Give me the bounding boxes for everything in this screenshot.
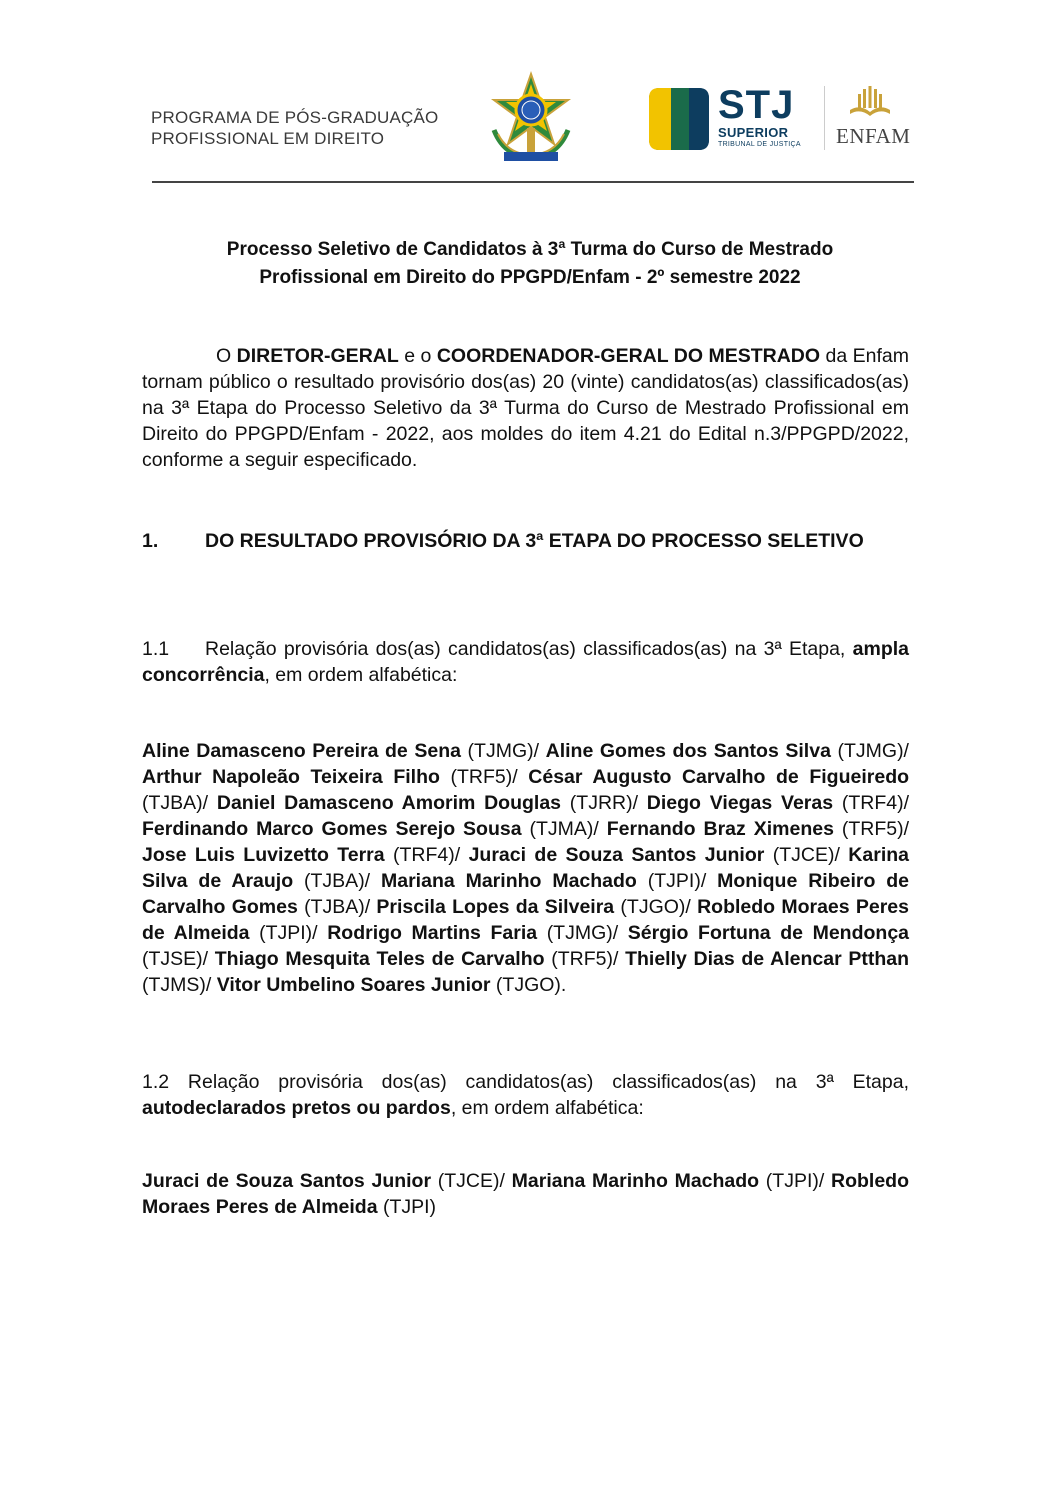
item-1-2-text-2: , em ordem alfabética:	[450, 1097, 644, 1119]
candidate-court: (TRF4)/	[833, 792, 909, 814]
stj-acronym: STJ	[718, 83, 795, 127]
candidate-name: Aline Gomes dos Santos Silva	[545, 740, 831, 762]
item-1-1-text-1: Relação provisória dos(as) candidatos(as) classificados(as) na 3ª Etapa,	[205, 638, 853, 660]
header-rule	[152, 181, 914, 183]
intro-coordenador: COORDENADOR-GERAL DO MESTRADO	[436, 345, 821, 367]
title-line-2: Profissional em Direito do PPGPD/Enfam - 2º semestre 2022	[259, 267, 801, 288]
item-1-1-number: 1.1	[142, 638, 170, 660]
title-line-1: Processo Seletivo de Candidatos à 3ª Turma do Curso de Mestrado	[226, 239, 834, 260]
candidate-name: César Augusto Carvalho de Figueiredo	[528, 766, 910, 788]
stj-logo-icon	[649, 88, 709, 150]
candidate-court: (TRF5)/	[439, 766, 529, 788]
candidate-court: (TJBA)/	[293, 870, 381, 892]
candidate-name: Jose Luis Luvizetto Terra	[142, 844, 385, 866]
program-line-2: PROFISSIONAL EM DIREITO	[151, 129, 385, 148]
candidate-court: (TJGO).	[490, 974, 567, 996]
candidate-court: (TJPI)	[377, 1196, 437, 1218]
candidates-list-ppp	[142, 1168, 909, 1220]
candidate-court: (TJCE)/	[764, 844, 849, 866]
candidate-name: Juraci de Souza Santos Junior	[468, 844, 765, 866]
candidate-name: Priscila Lopes da Silveira	[376, 896, 615, 918]
candidate-court: (TJMG)/	[460, 740, 546, 762]
candidate-name: Vitor Umbelino Soares Junior	[216, 974, 491, 996]
intro-text-2: e o	[398, 345, 437, 367]
candidate-court: (TJGO)/	[614, 896, 698, 918]
candidate-court: (TJCE)/	[431, 1170, 512, 1192]
item-1-2-text-1: 1.2 Relação provisória dos(as) candidatos(as) classificados(as) na 3ª Etapa,	[142, 1071, 909, 1093]
candidate-court: (TRF4)/	[384, 844, 469, 866]
candidate-name: Monique Ribeiro de Carvalho Gomes	[142, 870, 910, 918]
enfam-book-icon	[848, 84, 892, 118]
candidate-court: (TJMG)/	[830, 740, 909, 762]
candidate-court: (TJPI)/	[636, 870, 718, 892]
candidate-name: Thiago Mesquita Teles de Carvalho	[214, 948, 545, 970]
candidate-court: (TJRR)/	[561, 792, 647, 814]
candidate-name: Juraci de Souza Santos Junior	[142, 1170, 432, 1192]
candidate-name: Daniel Damasceno Amorim Douglas	[216, 792, 562, 814]
stj-wordmark	[718, 83, 801, 149]
stj-superior: SUPERIOR	[718, 125, 789, 140]
candidate-name: Robledo Moraes Peres de Almeida	[142, 896, 909, 944]
candidates-list-ampla	[142, 738, 909, 998]
section-1-heading	[142, 528, 909, 554]
logo-divider	[824, 86, 825, 150]
enfam-wordmark: ENFAM	[836, 124, 911, 148]
brazil-coat-of-arms-icon	[484, 70, 578, 168]
stj-tribunal: TRIBUNAL DE JUSTIÇA	[718, 141, 801, 148]
candidate-court: (TJMA)/	[521, 818, 607, 840]
section-1-number: 1.	[142, 530, 159, 552]
candidate-court: (TJSE)/	[142, 948, 215, 970]
item-1-2-paragraph	[142, 1069, 909, 1121]
item-1-1-text-2: , em ordem alfabética:	[264, 664, 458, 686]
document-title	[140, 236, 920, 292]
candidate-court: (TJMS)/	[142, 974, 217, 996]
item-1-1-paragraph	[142, 636, 909, 688]
candidate-name: Sérgio Fortuna de Mendonça	[627, 922, 910, 944]
candidate-name: Mariana Marinho Machado	[511, 1170, 760, 1192]
candidate-court: (TJPI)/	[249, 922, 328, 944]
candidate-court: (TJPI)/	[759, 1170, 831, 1192]
intro-paragraph	[142, 343, 909, 473]
item-1-2-ppp: autodeclarados pretos ou pardos	[142, 1097, 451, 1119]
intro-text-1: O	[216, 345, 237, 367]
candidate-name: Aline Damasceno Pereira de Sena	[142, 740, 461, 762]
candidate-name: Diego Viegas Veras	[646, 792, 834, 814]
candidate-name: Fernando Braz Ximenes	[606, 818, 834, 840]
section-1-title: DO RESULTADO PROVISÓRIO DA 3ª ETAPA DO PROCESSO SELETIVO	[205, 530, 864, 552]
candidate-name: Arthur Napoleão Teixeira Filho	[142, 766, 440, 788]
candidate-name: Karina Silva de Araujo	[142, 844, 909, 892]
enfam-logo	[836, 84, 911, 154]
candidate-name: Robledo Moraes Peres de Almeida	[142, 1170, 909, 1218]
candidate-court: (TJBA)/	[297, 896, 377, 918]
candidate-court: (TRF5)/	[833, 818, 910, 840]
candidate-court: (TJMG)/	[537, 922, 628, 944]
candidate-name: Rodrigo Martins Faria	[327, 922, 538, 944]
candidate-name: Mariana Marinho Machado	[381, 870, 637, 892]
candidate-court: (TRF5)/	[544, 948, 626, 970]
candidate-name: Thielly Dias de Alencar Ptthan	[625, 948, 909, 970]
item-1-1-ampla: ampla concorrência	[142, 638, 909, 686]
intro-diretor-geral: DIRETOR-GERAL	[236, 345, 399, 367]
program-name	[151, 107, 438, 149]
candidate-name: Ferdinando Marco Gomes Serejo Sousa	[142, 818, 522, 840]
program-line-1: PROGRAMA DE PÓS-GRADUAÇÃO	[151, 108, 439, 127]
intro-text-3: da Enfam tornam público o resultado provisório dos(as) 20 (vinte) candidatos(as) classificados(as) na 3ª Etapa do Processo Seletivo da 3ª Turma do Curso de Mestrado Profissional em Direito do PPGPD/Enfam - 2022, aos moldes do item 4.21 do Edital n.3/PPGPD/2022, conforme a seguir especificado.	[142, 345, 909, 471]
candidate-court: (TJBA)/	[142, 792, 217, 814]
